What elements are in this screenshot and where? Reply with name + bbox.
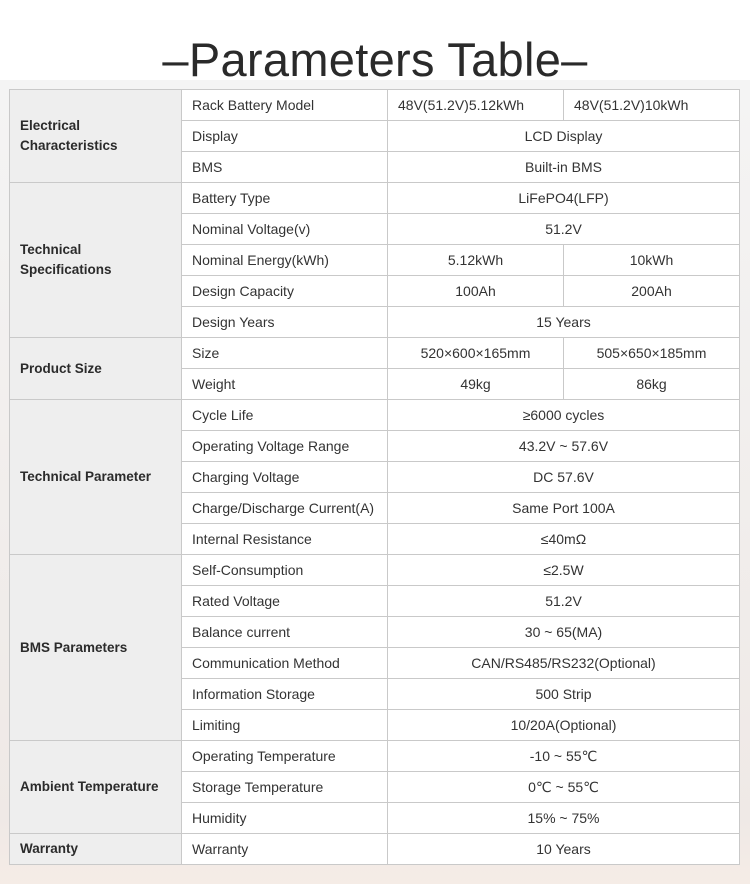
parameter-label: Display: [182, 121, 388, 152]
parameter-label: Design Years: [182, 307, 388, 338]
table-row: [10, 834, 740, 865]
parameter-label: Charge/Discharge Current(A): [182, 493, 388, 524]
parameter-value: ≥6000 cycles: [388, 400, 740, 431]
parameter-value: 51.2V: [388, 214, 740, 245]
table-row: [10, 338, 740, 369]
parameter-value: 49kg: [388, 369, 564, 400]
page-title: –Parameters Table–: [162, 33, 588, 86]
parameter-value: -10 ~ 55℃: [388, 741, 740, 772]
parameter-label: Limiting: [182, 710, 388, 741]
parameter-value: 10kWh: [564, 245, 740, 276]
parameter-value: 520×600×165mm: [388, 338, 564, 369]
parameter-value: 100Ah: [388, 276, 564, 307]
parameter-value: 15 Years: [388, 307, 740, 338]
parameter-label: BMS: [182, 152, 388, 183]
parameter-label: Operating Temperature: [182, 741, 388, 772]
parameter-value: CAN/RS485/RS232(Optional): [388, 648, 740, 679]
parameter-value: 5.12kWh: [388, 245, 564, 276]
parameters-table: [9, 89, 740, 865]
parameter-value: 48V(51.2V)10kWh: [564, 90, 740, 121]
parameter-label: Design Capacity: [182, 276, 388, 307]
parameter-value: DC 57.6V: [388, 462, 740, 493]
parameter-value: 505×650×185mm: [564, 338, 740, 369]
category-cell: Warranty: [10, 834, 182, 865]
category-cell: Electrical Characteristics: [10, 90, 182, 183]
parameter-label: Internal Resistance: [182, 524, 388, 555]
parameter-label: Battery Type: [182, 183, 388, 214]
parameter-label: Information Storage: [182, 679, 388, 710]
parameter-value: LCD Display: [388, 121, 740, 152]
parameter-label: Nominal Energy(kWh): [182, 245, 388, 276]
category-cell: Technical Parameter: [10, 400, 182, 555]
category-cell: BMS Parameters: [10, 555, 182, 741]
parameter-label: Rated Voltage: [182, 586, 388, 617]
parameter-label: Storage Temperature: [182, 772, 388, 803]
parameter-label: Size: [182, 338, 388, 369]
parameter-label: Nominal Voltage(v): [182, 214, 388, 245]
parameter-label: Humidity: [182, 803, 388, 834]
parameter-value: 10 Years: [388, 834, 740, 865]
parameter-value: ≤40mΩ: [388, 524, 740, 555]
parameter-value: 500 Strip: [388, 679, 740, 710]
parameter-value: 15% ~ 75%: [388, 803, 740, 834]
parameter-value: ≤2.5W: [388, 555, 740, 586]
parameter-label: Charging Voltage: [182, 462, 388, 493]
parameter-value: 30 ~ 65(MA): [388, 617, 740, 648]
parameter-value: 10/20A(Optional): [388, 710, 740, 741]
parameter-label: Cycle Life: [182, 400, 388, 431]
parameter-label: Operating Voltage Range: [182, 431, 388, 462]
parameter-label: Communication Method: [182, 648, 388, 679]
category-cell: Ambient Temperature: [10, 741, 182, 834]
parameter-value: 51.2V: [388, 586, 740, 617]
parameter-value: Same Port 100A: [388, 493, 740, 524]
table-row: [10, 741, 740, 772]
parameter-label: Balance current: [182, 617, 388, 648]
parameter-value: LiFePO4(LFP): [388, 183, 740, 214]
category-cell: Technical Specifications: [10, 183, 182, 338]
category-cell: Product Size: [10, 338, 182, 400]
parameter-value: 48V(51.2V)5.12kWh: [388, 90, 564, 121]
table-row: [10, 183, 740, 214]
parameter-label: Warranty: [182, 834, 388, 865]
parameter-value: Built-in BMS: [388, 152, 740, 183]
table-row: [10, 555, 740, 586]
parameter-value: 0℃ ~ 55℃: [388, 772, 740, 803]
parameter-value: 86kg: [564, 369, 740, 400]
parameter-value: 43.2V ~ 57.6V: [388, 431, 740, 462]
parameter-label: Rack Battery Model: [182, 90, 388, 121]
parameter-label: Self-Consumption: [182, 555, 388, 586]
table-row: [10, 90, 740, 121]
parameter-value: 200Ah: [564, 276, 740, 307]
parameter-label: Weight: [182, 369, 388, 400]
table-row: [10, 400, 740, 431]
